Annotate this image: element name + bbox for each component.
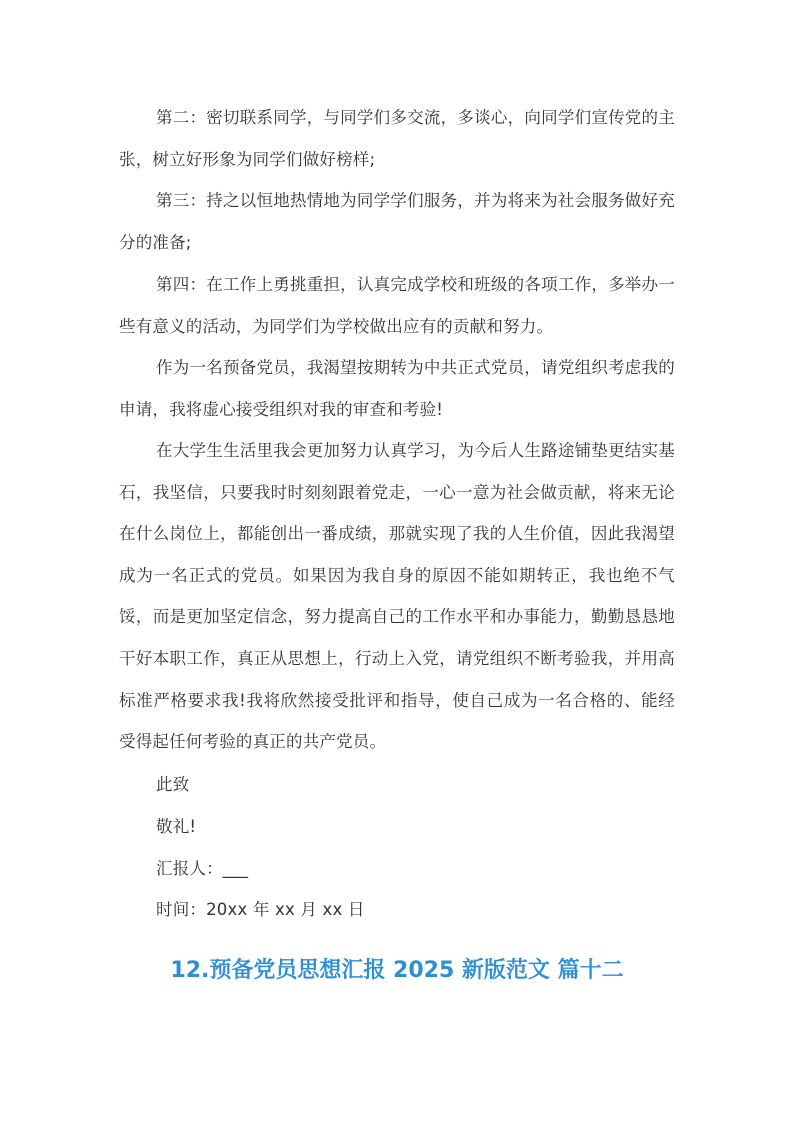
date-line: 时间：20xx 年 xx 月 xx 日 (156, 900, 365, 919)
paragraph-fourth-point: 第四：在工作上勇挑重担，认真完成学校和班级的各项工作，多举办一些有意义的活动，为同学们为学校做出应有的贡献和努力。 (119, 275, 675, 336)
paragraph-university-life: 在大学生生活里我会更加努力认真学习，为今后人生路途铺垫更结实基石，我坚信，只要我时时刻刻跟着党走，一心一意为社会做贡献，将来无论在什么岗位上，都能创出一番成绩，那就实现了我的人生价值，因此我渴望成为一名正式的党员。如果因为我自身的原因不能如期转正，我也绝不气馁，而是更加坚定信念，努力提高自己的工作水平和办事能力，勤勤恳恳地干好本职工作，真正从思想上，行动上入党，请党组织不断考验我，并用高标准严格要求我!我将欣然接受批评和指导，使自己成为一名合格的、能经受得起任何考验的真正的共产党员。 (119, 441, 675, 752)
paragraph-third-point: 第三：持之以恒地热情地为同学学们服务，并为将来为社会服务做好充分的准备; (119, 191, 675, 252)
salute-text: 敬礼! (156, 817, 197, 836)
section-heading: 12.预备党员思想汇报 2025 新版范文 篇十二 (170, 958, 624, 983)
paragraph-second-point: 第二：密切联系同学，与同学们多交流，多谈心，向同学们宣传党的主张，树立好形象为同学们做好榜样; (119, 108, 675, 169)
reporter-line: 汇报人：___ (156, 859, 249, 878)
paragraph-probationary-member: 作为一名预备党员，我渴望按期转为中共正式党员，请党组织考虑我的申请，我将虚心接受组织对我的审查和考验! (119, 358, 675, 419)
closing-text: 此致 (156, 775, 190, 794)
